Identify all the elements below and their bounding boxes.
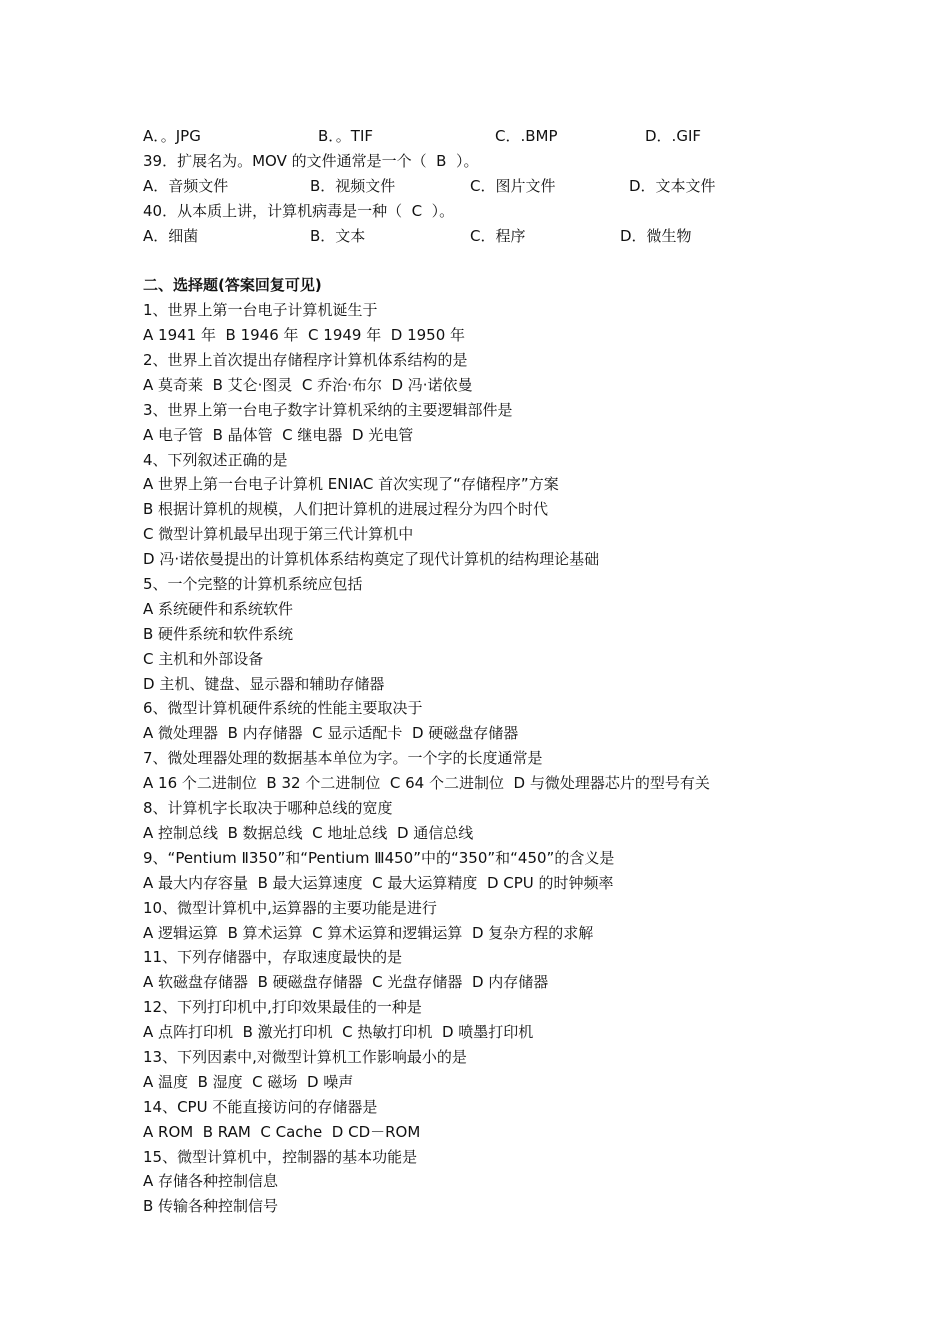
question-line: 4、下列叙述正确的是	[143, 450, 288, 469]
question-line: A 莫奇莱 B 艾仑·图灵 C 乔治·布尔 D 冯·诺依曼	[143, 375, 473, 394]
question-line: A 1941 年 B 1946 年 C 1949 年 D 1950 年	[143, 326, 466, 345]
q40-option-d: D．微生物	[620, 226, 692, 245]
question-line: A 世界上第一台电子计算机 ENIAC 首次实现了“存储程序”方案	[143, 475, 559, 494]
question-line: D 主机、键盘、显示器和辅助存储器	[143, 674, 385, 693]
question-line: 6、微型计算机硬件系统的性能主要取决于	[143, 699, 423, 718]
question-line: A 软磁盘存储器 B 硬磁盘存储器 C 光盘存储器 D 内存储器	[143, 973, 549, 992]
question-list	[143, 298, 843, 1219]
q38-option-b: B．。TIF	[318, 127, 374, 145]
question-line: B 传输各种控制信号	[143, 1197, 279, 1216]
document-page	[143, 124, 843, 1219]
q39-option-d: D．文本文件	[629, 176, 716, 195]
question-line: C 微型计算机最早出现于第三代计算机中	[143, 525, 414, 544]
question-line: 11、下列存储器中，存取速度最快的是	[143, 948, 403, 967]
question-line: 8、计算机字长取决于哪种总线的宽度	[143, 799, 393, 818]
q39-text: 39．扩展名为。MOV 的文件通常是一个（ B ）。	[143, 151, 479, 170]
question-line: D 冯·诺依曼提出的计算机体系结构奠定了现代计算机的结构理论基础	[143, 550, 600, 569]
q39-option-b: B．视频文件	[310, 176, 396, 195]
question-line: B 硬件系统和软件系统	[143, 624, 294, 643]
question-line: 2、世界上首次提出存储程序计算机体系结构的是	[143, 351, 468, 370]
question-line: C 主机和外部设备	[143, 649, 264, 668]
question-line: A 电子管 B 晶体管 C 继电器 D 光电管	[143, 425, 414, 444]
q39-option-c: C．图片文件	[470, 176, 556, 195]
q39-option-a: A．音频文件	[143, 176, 229, 195]
q38-option-a: A．。JPG	[143, 127, 201, 145]
question-line: A 点阵打印机 B 激光打印机 C 热敏打印机 D 喷墨打印机	[143, 1023, 534, 1042]
q40-option-b: B．文本	[310, 226, 366, 245]
question-line: A ROM B RAM C Cache D CD－ROM	[143, 1122, 421, 1141]
question-line: A 系统硬件和系统软件	[143, 599, 294, 618]
spacer	[143, 248, 843, 273]
question-line: 12、下列打印机中,打印效果最佳的一种是	[143, 998, 422, 1017]
section-title: 二、选择题(答案回复可见)	[143, 276, 322, 295]
question-line: A 最大内存容量 B 最大运算速度 C 最大运算精度 D CPU 的时钟频率	[143, 873, 614, 892]
question-line: 5、一个完整的计算机系统应包括	[143, 575, 363, 594]
question-line: 10、微型计算机中,运算器的主要功能是进行	[143, 898, 437, 917]
question-line: 7、微处理器处理的数据基本单位为字。一个字的长度通常是	[143, 749, 543, 768]
question-line: A 存储各种控制信息	[143, 1172, 279, 1191]
question-line: B 根据计算机的规模，人们把计算机的进展过程分为四个时代	[143, 500, 549, 519]
question-line: 15、微型计算机中，控制器的基本功能是	[143, 1147, 418, 1166]
q40-option-a: A．细菌	[143, 226, 199, 245]
q40-option-c: C．程序	[470, 226, 526, 245]
question-line: A 控制总线 B 数据总线 C 地址总线 D 通信总线	[143, 823, 474, 842]
question-line: A 逻辑运算 B 算术运算 C 算术运算和逻辑运算 D 复杂方程的求解	[143, 923, 594, 942]
question-line: 9、“Pentium Ⅱ350”和“Pentium Ⅲ450”中的“350”和“450”的含义是	[143, 848, 615, 867]
question-line: 14、CPU 不能直接访问的存储器是	[143, 1097, 378, 1116]
question-line: A 温度 B 湿度 C 磁场 D 噪声	[143, 1072, 354, 1091]
question-line: A 微处理器 B 内存储器 C 显示适配卡 D 硬磁盘存储器	[143, 724, 519, 743]
q38-option-c: C．.BMP	[495, 127, 558, 145]
q40-text: 40．从本质上讲，计算机病毒是一种（ C ）。	[143, 201, 455, 220]
q39-options	[143, 174, 843, 199]
q38-options	[143, 124, 843, 149]
question-line: 3、世界上第一台电子数字计算机采纳的主要逻辑部件是	[143, 400, 513, 419]
question-line: A 16 个二进制位 B 32 个二进制位 C 64 个二进制位 D 与微处理器芯片的型号有关	[143, 774, 710, 793]
q40-options	[143, 224, 843, 249]
question-line: 1、世界上第一台电子计算机诞生于	[143, 301, 378, 320]
question-line: 13、下列因素中,对微型计算机工作影响最小的是	[143, 1047, 467, 1066]
q38-option-d: D．.GIF	[645, 127, 701, 145]
